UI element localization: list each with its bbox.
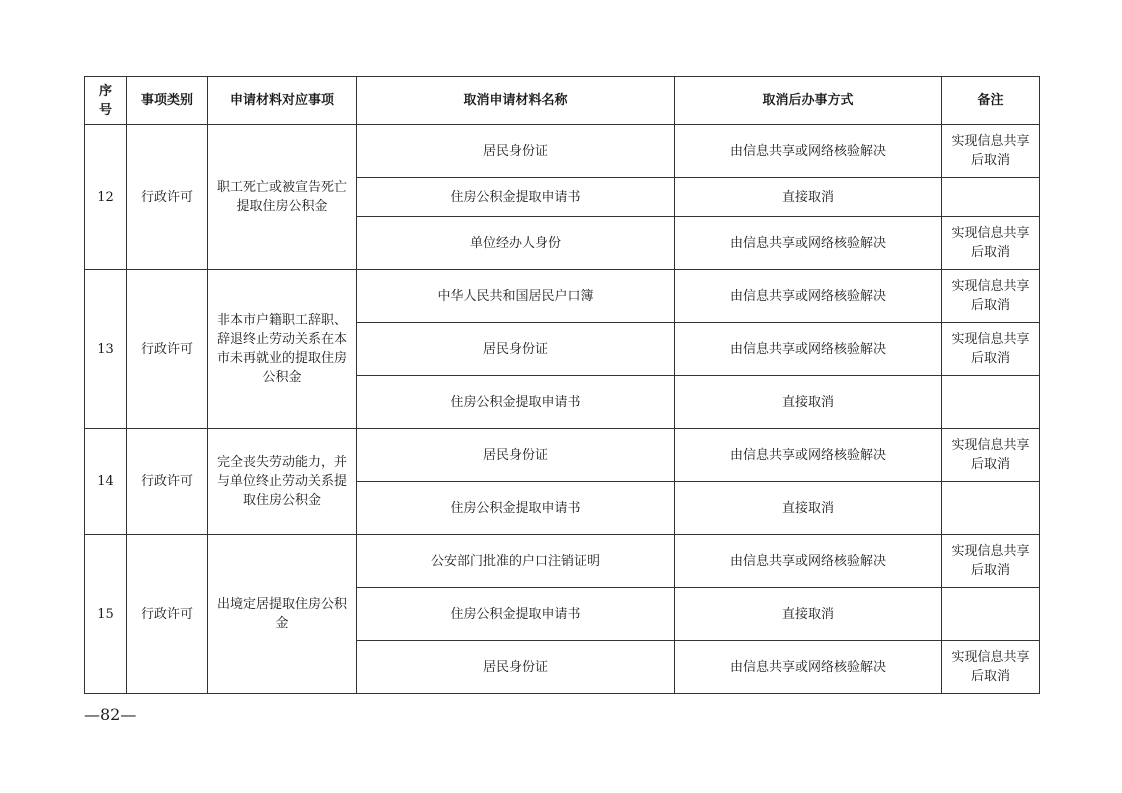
table-row [85, 535, 1040, 588]
note-cell [942, 376, 1040, 429]
method-cell: 由信息共享或网络核验解决 [675, 535, 942, 588]
material-cell: 公安部门批准的户口注销证明 [357, 535, 675, 588]
seq-cell: 14 [85, 429, 127, 535]
type-cell: 行政许可 [127, 125, 208, 270]
note-cell: 实现信息共享后取消 [942, 641, 1040, 694]
method-cell: 由信息共享或网络核验解决 [675, 125, 942, 178]
note-cell: 实现信息共享后取消 [942, 270, 1040, 323]
material-cell: 住房公积金提取申请书 [357, 178, 675, 217]
matter-cell: 出境定居提取住房公积金 [208, 535, 357, 694]
table-row [85, 125, 1040, 178]
note-cell: 实现信息共享后取消 [942, 535, 1040, 588]
material-cell: 住房公积金提取申请书 [357, 588, 675, 641]
seq-cell: 15 [85, 535, 127, 694]
type-cell: 行政许可 [127, 429, 208, 535]
table-row [85, 270, 1040, 323]
note-cell: 实现信息共享后取消 [942, 125, 1040, 178]
table-row [85, 429, 1040, 482]
material-cell: 居民身份证 [357, 125, 675, 178]
note-cell [942, 588, 1040, 641]
header-method: 取消后办事方式 [675, 77, 942, 125]
note-cell [942, 482, 1040, 535]
material-cell: 住房公积金提取申请书 [357, 482, 675, 535]
table-header-row [85, 77, 1040, 125]
method-cell: 由信息共享或网络核验解决 [675, 217, 942, 270]
header-seq: 序号 [85, 77, 127, 125]
material-cell: 住房公积金提取申请书 [357, 376, 675, 429]
method-cell: 直接取消 [675, 178, 942, 217]
type-cell: 行政许可 [127, 270, 208, 429]
material-cell: 单位经办人身份 [357, 217, 675, 270]
material-cell: 居民身份证 [357, 323, 675, 376]
header-matter: 申请材料对应事项 [208, 77, 357, 125]
material-cell: 居民身份证 [357, 429, 675, 482]
method-cell: 直接取消 [675, 376, 942, 429]
note-cell [942, 178, 1040, 217]
method-cell: 由信息共享或网络核验解决 [675, 323, 942, 376]
material-cell: 居民身份证 [357, 641, 675, 694]
type-cell: 行政许可 [127, 535, 208, 694]
method-cell: 直接取消 [675, 588, 942, 641]
header-note: 备注 [942, 77, 1040, 125]
note-cell: 实现信息共享后取消 [942, 429, 1040, 482]
method-cell: 由信息共享或网络核验解决 [675, 429, 942, 482]
material-cell: 中华人民共和国居民户口簿 [357, 270, 675, 323]
materials-table [84, 76, 1040, 694]
method-cell: 由信息共享或网络核验解决 [675, 641, 942, 694]
method-cell: 由信息共享或网络核验解决 [675, 270, 942, 323]
page-number: —82— [84, 705, 137, 724]
note-cell: 实现信息共享后取消 [942, 217, 1040, 270]
method-cell: 直接取消 [675, 482, 942, 535]
seq-cell: 13 [85, 270, 127, 429]
header-type: 事项类别 [127, 77, 208, 125]
matter-cell: 完全丧失劳动能力，并与单位终止劳动关系提取住房公积金 [208, 429, 357, 535]
header-material: 取消申请材料名称 [357, 77, 675, 125]
note-cell: 实现信息共享后取消 [942, 323, 1040, 376]
matter-cell: 非本市户籍职工辞职、辞退终止劳动关系在本市未再就业的提取住房公积金 [208, 270, 357, 429]
matter-cell: 职工死亡或被宣告死亡提取住房公积金 [208, 125, 357, 270]
seq-cell: 12 [85, 125, 127, 270]
